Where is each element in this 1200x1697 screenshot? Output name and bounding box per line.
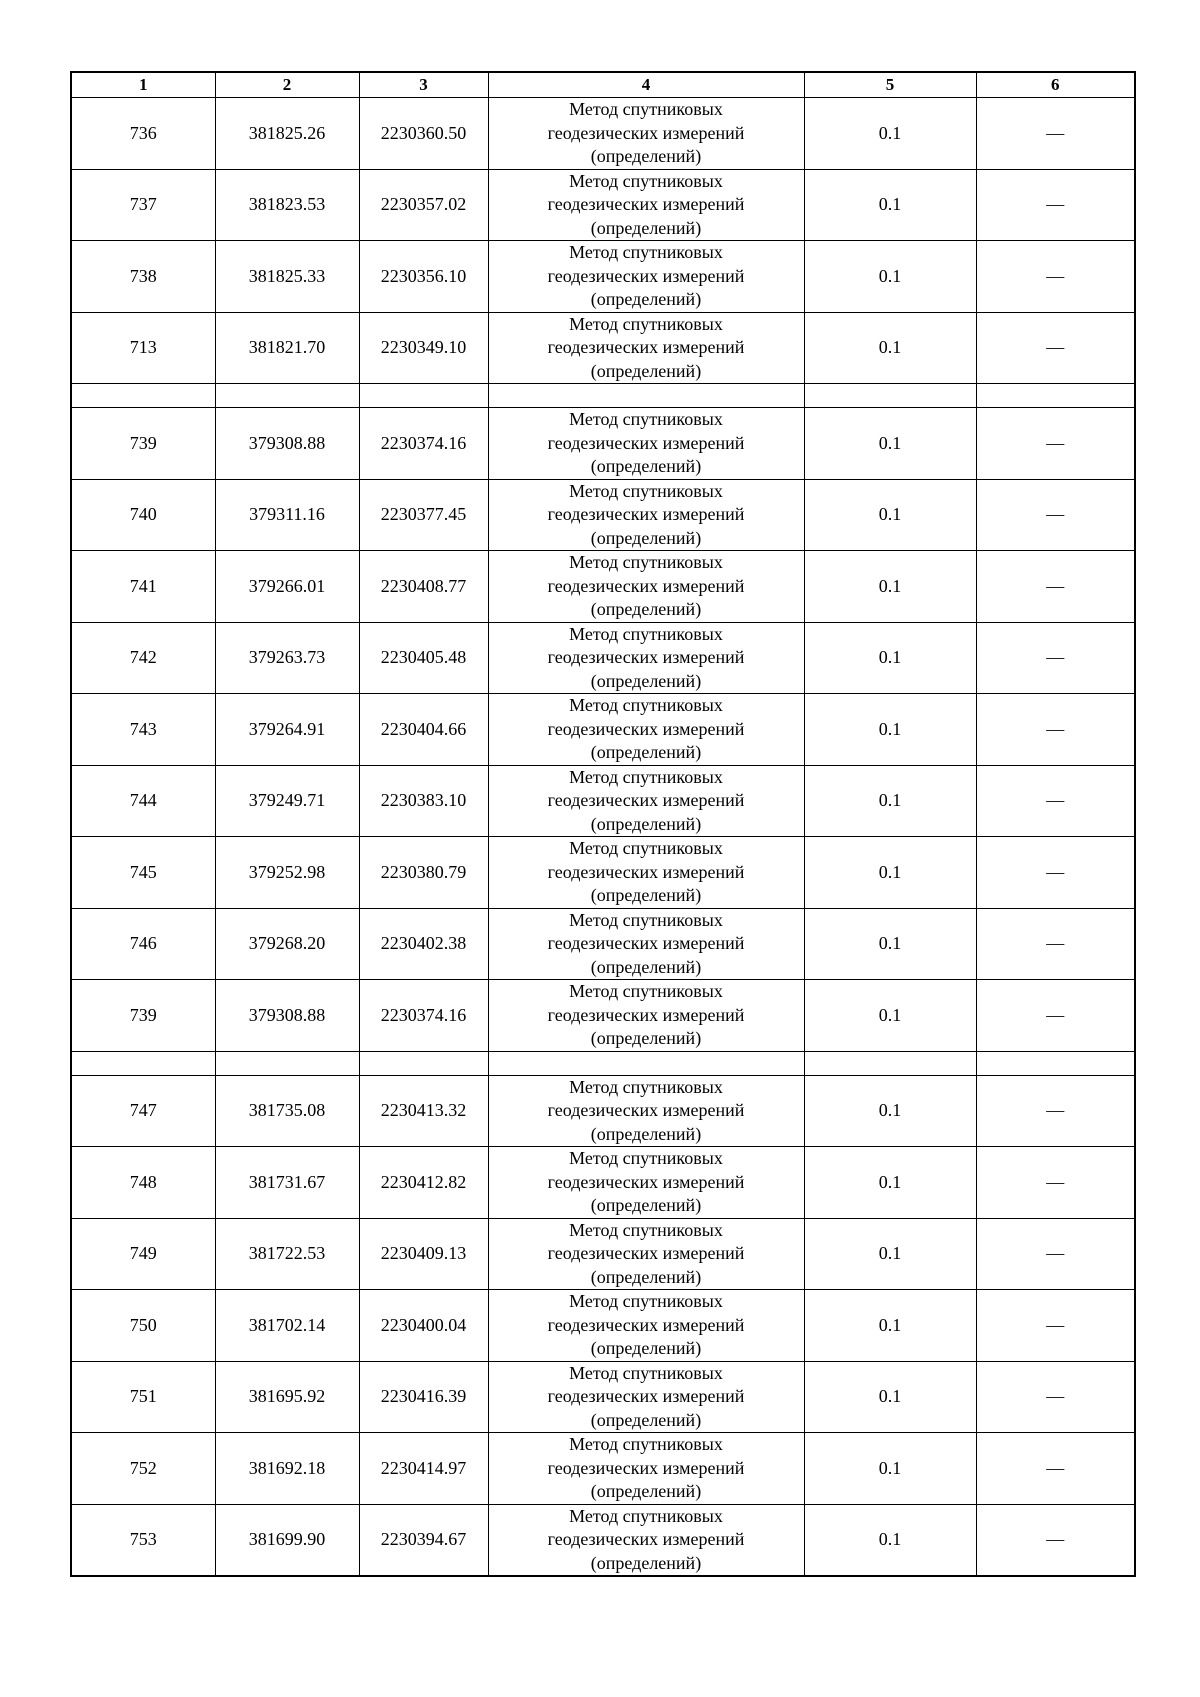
method-cell <box>488 980 804 1052</box>
method-text-line: (определений) <box>590 217 702 238</box>
accuracy-cell: 0.1 <box>804 1361 976 1433</box>
y-coordinate-cell: 2230357.02 <box>359 169 488 241</box>
method-text-line: (определений) <box>590 885 702 905</box>
table-row <box>71 622 1135 694</box>
method-text-line: Метод спутниковых <box>569 99 723 119</box>
note-cell: — <box>976 1433 1135 1505</box>
method-text-line: Метод спутниковых <box>569 409 723 429</box>
note-cell: — <box>976 980 1135 1052</box>
point-number-cell: 747 <box>71 1075 215 1147</box>
method-text-line: Метод спутниковых <box>569 480 723 501</box>
empty-cell <box>976 384 1135 408</box>
method-text-line: Метод спутниковых <box>569 623 723 644</box>
y-coordinate-cell: 2230374.16 <box>359 408 488 480</box>
table-row <box>71 1504 1135 1576</box>
x-coordinate-cell: 379268.20 <box>215 908 359 980</box>
coordinates-table <box>70 71 1136 1577</box>
y-coordinate-cell: 2230374.16 <box>359 980 488 1052</box>
accuracy-cell: 0.1 <box>804 765 976 837</box>
y-coordinate-cell: 2230408.77 <box>359 551 488 623</box>
x-coordinate-cell: 381702.14 <box>215 1290 359 1362</box>
method-text-line: (определений) <box>590 1028 702 1048</box>
table-row <box>71 1075 1135 1147</box>
method-text-line: геодезических измерений <box>547 1171 745 1192</box>
y-coordinate-cell: 2230414.97 <box>359 1433 488 1505</box>
x-coordinate-cell: 381692.18 <box>215 1433 359 1505</box>
empty-cell <box>804 384 976 408</box>
method-text-line: геодезических измерений <box>547 575 745 596</box>
method-text-line: (определений) <box>590 1195 702 1215</box>
point-number-cell: 748 <box>71 1147 215 1219</box>
y-coordinate-cell: 2230405.48 <box>359 622 488 694</box>
table-row <box>71 1361 1135 1433</box>
empty-cell <box>488 1051 804 1075</box>
method-text-line: Метод спутниковых <box>569 242 723 262</box>
method-cell <box>488 551 804 623</box>
method-text-line: геодезических измерений <box>547 504 745 524</box>
accuracy-cell: 0.1 <box>804 1218 976 1290</box>
accuracy-cell: 0.1 <box>804 908 976 980</box>
empty-cell <box>215 1051 359 1075</box>
method-text-line: геодезических измерений <box>547 1529 745 1549</box>
note-cell: — <box>976 694 1135 766</box>
point-number-cell: 749 <box>71 1218 215 1290</box>
method-text-line: (определений) <box>590 599 702 619</box>
empty-cell <box>359 1051 488 1075</box>
y-coordinate-cell: 2230383.10 <box>359 765 488 837</box>
method-text-line: Метод спутниковых <box>569 1219 723 1240</box>
table-row <box>71 1433 1135 1505</box>
x-coordinate-cell: 379311.16 <box>215 479 359 551</box>
method-cell <box>488 694 804 766</box>
y-coordinate-cell: 2230400.04 <box>359 1290 488 1362</box>
x-coordinate-cell: 381699.90 <box>215 1504 359 1576</box>
table-row <box>71 408 1135 480</box>
table-row <box>71 694 1135 766</box>
accuracy-cell: 0.1 <box>804 694 976 766</box>
x-coordinate-cell: 379252.98 <box>215 837 359 909</box>
x-coordinate-cell: 381695.92 <box>215 1361 359 1433</box>
accuracy-cell: 0.1 <box>804 169 976 241</box>
x-coordinate-cell: 379263.73 <box>215 622 359 694</box>
table-row <box>71 1218 1135 1290</box>
method-text-line: (определений) <box>590 289 702 309</box>
table-row <box>71 98 1135 170</box>
empty-cell <box>488 384 804 408</box>
method-text-line: (определений) <box>590 1409 702 1430</box>
method-text-line: (определений) <box>590 1266 702 1287</box>
empty-cell <box>71 384 215 408</box>
method-cell <box>488 479 804 551</box>
note-cell: — <box>976 312 1135 384</box>
point-number-cell: 745 <box>71 837 215 909</box>
point-number-cell: 750 <box>71 1290 215 1362</box>
method-cell <box>488 1433 804 1505</box>
note-cell: — <box>976 765 1135 837</box>
method-text-line: Метод спутниковых <box>569 1291 723 1311</box>
point-number-cell: 738 <box>71 241 215 313</box>
method-text-line: геодезических измерений <box>547 718 745 739</box>
empty-cell <box>804 1051 976 1075</box>
table-row <box>71 479 1135 551</box>
note-cell: — <box>976 551 1135 623</box>
method-text-line: (определений) <box>590 1481 702 1501</box>
table-row <box>71 837 1135 909</box>
method-text-line: (определений) <box>590 670 702 691</box>
method-cell <box>488 908 804 980</box>
x-coordinate-cell: 381825.33 <box>215 241 359 313</box>
point-number-cell: 739 <box>71 980 215 1052</box>
y-coordinate-cell: 2230413.32 <box>359 1075 488 1147</box>
point-number-cell: 743 <box>71 694 215 766</box>
note-cell: — <box>976 1361 1135 1433</box>
y-coordinate-cell: 2230349.10 <box>359 312 488 384</box>
y-coordinate-cell: 2230360.50 <box>359 98 488 170</box>
method-text-line: Метод спутниковых <box>569 1148 723 1168</box>
accuracy-cell: 0.1 <box>804 622 976 694</box>
y-coordinate-cell: 2230416.39 <box>359 1361 488 1433</box>
empty-cell <box>359 384 488 408</box>
x-coordinate-cell: 379308.88 <box>215 980 359 1052</box>
table-row <box>71 1147 1135 1219</box>
x-coordinate-cell: 379266.01 <box>215 551 359 623</box>
method-cell <box>488 241 804 313</box>
accuracy-cell: 0.1 <box>804 1075 976 1147</box>
method-cell <box>488 169 804 241</box>
point-number-cell: 744 <box>71 765 215 837</box>
method-text-line: геодезических измерений <box>547 432 745 453</box>
method-text-line: геодезических измерений <box>547 790 745 810</box>
method-text-line: геодезических измерений <box>547 265 745 286</box>
method-cell <box>488 1075 804 1147</box>
method-cell <box>488 312 804 384</box>
method-text-line: геодезических измерений <box>547 1100 745 1120</box>
method-text-line: геодезических измерений <box>547 337 745 357</box>
method-text-line: Метод спутниковых <box>569 695 723 715</box>
header-col-2: 2 <box>215 72 359 98</box>
accuracy-cell: 0.1 <box>804 479 976 551</box>
note-cell: — <box>976 169 1135 241</box>
header-col-4: 4 <box>488 72 804 98</box>
note-cell: — <box>976 241 1135 313</box>
method-text-line: геодезических измерений <box>547 122 745 143</box>
x-coordinate-cell: 379264.91 <box>215 694 359 766</box>
method-text-line: (определений) <box>590 813 702 834</box>
method-text-line: геодезических измерений <box>547 647 745 667</box>
y-coordinate-cell: 2230380.79 <box>359 837 488 909</box>
table-row <box>71 241 1135 313</box>
method-text-line: Метод спутниковых <box>569 981 723 1001</box>
accuracy-cell: 0.1 <box>804 551 976 623</box>
point-number-cell: 746 <box>71 908 215 980</box>
header-col-6: 6 <box>976 72 1135 98</box>
note-cell: — <box>976 1504 1135 1576</box>
method-text-line: (определений) <box>590 527 702 548</box>
method-text-line: Метод спутниковых <box>569 170 723 191</box>
y-coordinate-cell: 2230356.10 <box>359 241 488 313</box>
note-cell: — <box>976 479 1135 551</box>
header-row <box>71 72 1135 98</box>
method-cell <box>488 1218 804 1290</box>
empty-cell <box>976 1051 1135 1075</box>
note-cell: — <box>976 408 1135 480</box>
x-coordinate-cell: 379249.71 <box>215 765 359 837</box>
accuracy-cell: 0.1 <box>804 241 976 313</box>
method-cell <box>488 1290 804 1362</box>
x-coordinate-cell: 381735.08 <box>215 1075 359 1147</box>
y-coordinate-cell: 2230394.67 <box>359 1504 488 1576</box>
accuracy-cell: 0.1 <box>804 98 976 170</box>
y-coordinate-cell: 2230409.13 <box>359 1218 488 1290</box>
method-cell <box>488 765 804 837</box>
accuracy-cell: 0.1 <box>804 980 976 1052</box>
method-text-line: (определений) <box>590 1552 702 1573</box>
document-page <box>70 71 1134 1577</box>
y-coordinate-cell: 2230412.82 <box>359 1147 488 1219</box>
header-col-5: 5 <box>804 72 976 98</box>
x-coordinate-cell: 381823.53 <box>215 169 359 241</box>
method-cell <box>488 1504 804 1576</box>
table-row <box>71 980 1135 1052</box>
x-coordinate-cell: 381825.26 <box>215 98 359 170</box>
point-number-cell: 713 <box>71 312 215 384</box>
method-text-line: Метод спутниковых <box>569 313 723 334</box>
method-cell <box>488 1147 804 1219</box>
y-coordinate-cell: 2230404.66 <box>359 694 488 766</box>
method-text-line: геодезических измерений <box>547 1004 745 1025</box>
method-text-line: Метод спутниковых <box>569 552 723 572</box>
x-coordinate-cell: 381821.70 <box>215 312 359 384</box>
method-text-line: (определений) <box>590 1123 702 1144</box>
note-cell: — <box>976 908 1135 980</box>
table-header <box>71 72 1135 98</box>
accuracy-cell: 0.1 <box>804 1433 976 1505</box>
point-number-cell: 741 <box>71 551 215 623</box>
method-text-line: геодезических измерений <box>547 1457 745 1478</box>
method-text-line: (определений) <box>590 1338 702 1358</box>
method-text-line: Метод спутниковых <box>569 1434 723 1454</box>
table-row <box>71 908 1135 980</box>
note-cell: — <box>976 622 1135 694</box>
method-cell <box>488 622 804 694</box>
header-col-1: 1 <box>71 72 215 98</box>
method-text-line: Метод спутниковых <box>569 766 723 787</box>
y-coordinate-cell: 2230377.45 <box>359 479 488 551</box>
point-number-cell: 736 <box>71 98 215 170</box>
note-cell: — <box>976 98 1135 170</box>
table-row <box>71 551 1135 623</box>
point-number-cell: 737 <box>71 169 215 241</box>
y-coordinate-cell: 2230402.38 <box>359 908 488 980</box>
empty-cell <box>215 384 359 408</box>
table-body <box>71 98 1135 1577</box>
empty-cell <box>71 1051 215 1075</box>
x-coordinate-cell: 379308.88 <box>215 408 359 480</box>
table-row <box>71 312 1135 384</box>
method-text-line: Метод спутниковых <box>569 1076 723 1097</box>
point-number-cell: 753 <box>71 1504 215 1576</box>
method-text-line: (определений) <box>590 146 702 166</box>
method-text-line: Метод спутниковых <box>569 1362 723 1383</box>
method-text-line: (определений) <box>590 956 702 977</box>
accuracy-cell: 0.1 <box>804 837 976 909</box>
method-cell <box>488 1361 804 1433</box>
method-text-line: геодезических измерений <box>547 861 745 882</box>
accuracy-cell: 0.1 <box>804 1290 976 1362</box>
method-text-line: геодезических измерений <box>547 1243 745 1263</box>
table-row <box>71 169 1135 241</box>
accuracy-cell: 0.1 <box>804 408 976 480</box>
method-text-line: геодезических измерений <box>547 194 745 214</box>
accuracy-cell: 0.1 <box>804 1504 976 1576</box>
method-text-line: (определений) <box>590 742 702 762</box>
point-number-cell: 740 <box>71 479 215 551</box>
x-coordinate-cell: 381731.67 <box>215 1147 359 1219</box>
point-number-cell: 739 <box>71 408 215 480</box>
method-text-line: геодезических измерений <box>547 1314 745 1335</box>
method-text-line: Метод спутниковых <box>569 1505 723 1526</box>
separator-row <box>71 1051 1135 1075</box>
separator-row <box>71 384 1135 408</box>
point-number-cell: 752 <box>71 1433 215 1505</box>
point-number-cell: 742 <box>71 622 215 694</box>
table-row <box>71 765 1135 837</box>
method-text-line: (определений) <box>590 360 702 381</box>
header-col-3: 3 <box>359 72 488 98</box>
table-row <box>71 1290 1135 1362</box>
method-cell <box>488 408 804 480</box>
method-cell <box>488 98 804 170</box>
note-cell: — <box>976 1147 1135 1219</box>
point-number-cell: 751 <box>71 1361 215 1433</box>
note-cell: — <box>976 1218 1135 1290</box>
method-text-line: (определений) <box>590 456 702 476</box>
accuracy-cell: 0.1 <box>804 312 976 384</box>
note-cell: — <box>976 1290 1135 1362</box>
accuracy-cell: 0.1 <box>804 1147 976 1219</box>
method-text-line: геодезических измерений <box>547 1386 745 1406</box>
method-text-line: геодезических измерений <box>547 933 745 953</box>
method-text-line: Метод спутниковых <box>569 838 723 858</box>
note-cell: — <box>976 837 1135 909</box>
x-coordinate-cell: 381722.53 <box>215 1218 359 1290</box>
note-cell: — <box>976 1075 1135 1147</box>
method-text-line: Метод спутниковых <box>569 909 723 930</box>
method-cell <box>488 837 804 909</box>
